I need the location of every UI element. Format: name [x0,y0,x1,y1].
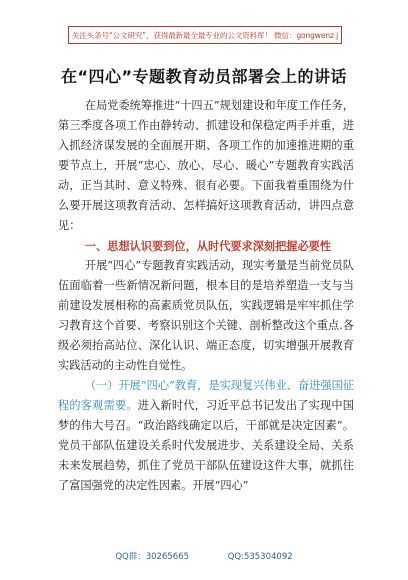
document-body [58,96,354,496]
promo-banner: 关注头条号“公文研究”，获得最新最全最专业的公文资料库！ 微信：gongwenz j [68,26,342,44]
subsection-text: 进入新时代，习近平总书记发出了实现中国梦的伟大号召。“政治路线确定以后，干部就是决定因素”。党员干部队伍建设关系时代发展进步、关系建设全局、关系未来发展趋势，抓住了党员干部队伍建设这件大事，就抓住了富国强党的决定性因素。开展“四心” [58,399,354,492]
intro-paragraph: 在局党委统筹推进“十四五”规划建设和年度工作任务，第三季度各项工作由静转动、抓建设和保稳定两手并重，进入抓经济谋发展的全面展开期、各项工作的加速推进期的重要节点上，开展“忠心、放心、尽心、暖心”专题教育实践活动，正当其时、意义特殊、很有必要。下面我着重围绕为什么要开展这项教育活动、怎样搞好这项教育活动，讲四点意见： [58,99,354,232]
subsection-heading: （一）开展“四心”教育，是实现复兴伟业、奋进强国征程的客观需要。 [58,379,354,412]
footer-qq-group: QQ群：30265665 [115,552,190,562]
body-paragraph: 开展“四心”专题教育实践活动，现实考量是当前党员队伍面临着一些新情况新问题，根本目的是培养塑造一支与当前建设发展相称的高素质党员队伍，实践逻辑是牢牢抓住学习教育这个首要、考察识别这个关键、剖析整改这个重点.各级必须抬高站位、深化认识、端正态度，切实增强开展教育实践活动的主动性自觉性。 [58,259,354,372]
section-heading: 一、思想认识要到位，从时代要求深刻把握必要性 [84,239,332,253]
footer-qq: QQ:535304092 [227,552,293,562]
document-title: 在“四心”专题教育动员部署会上的讲话 [60,67,348,86]
subsection-paragraph [58,376,354,496]
page-footer [0,550,408,562]
